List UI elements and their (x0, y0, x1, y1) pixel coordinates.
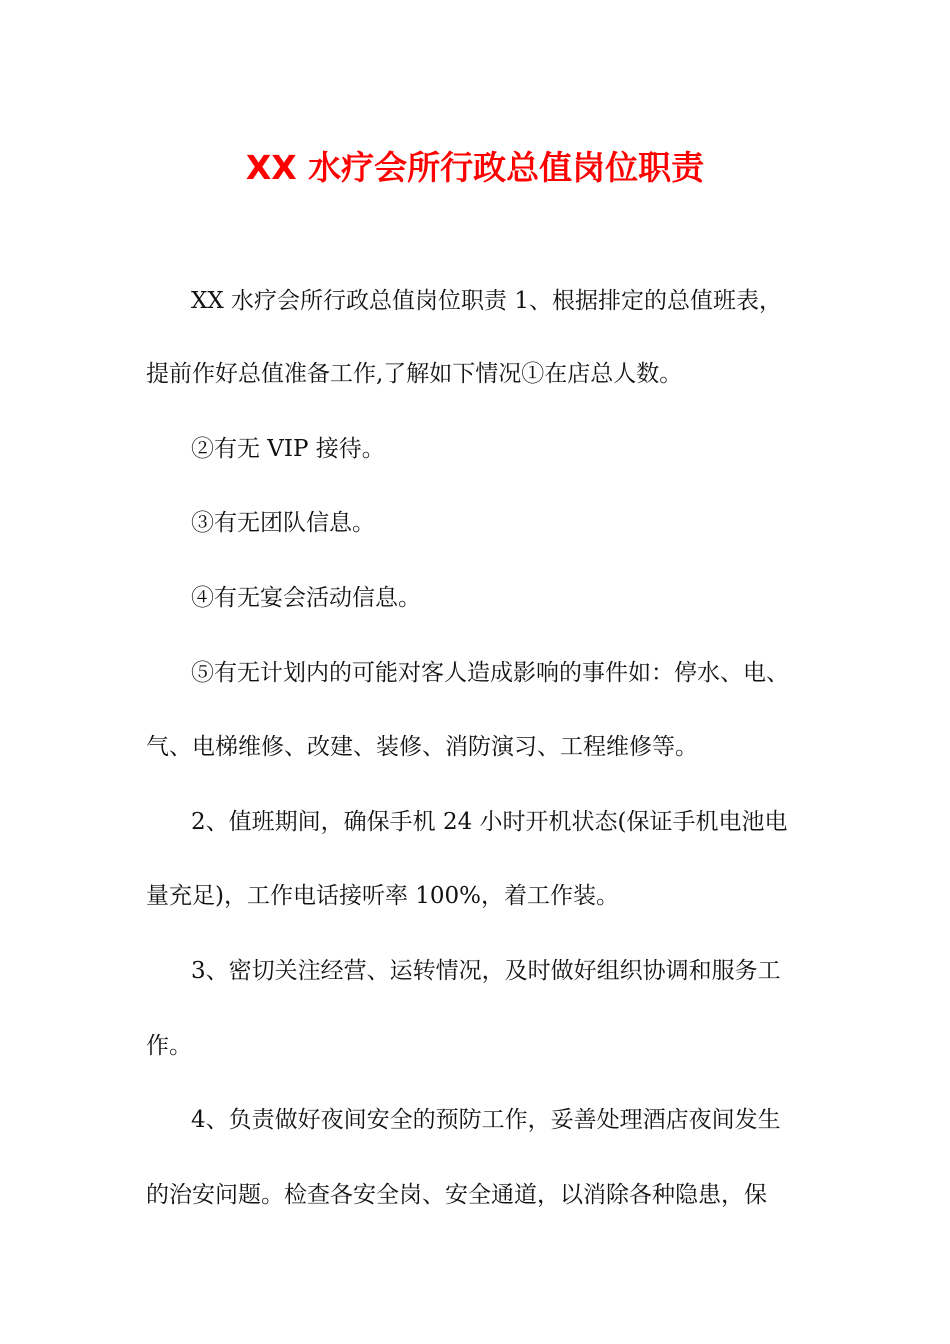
paragraph-line: 量充足)，工作电话接听率 100%，着工作装。 (146, 883, 620, 909)
paragraph-line: 3、密切关注经营、运转情况，及时做好组织协调和服务工 (191, 958, 781, 984)
paragraph-line: ⑤有无计划内的可能对客人造成影响的事件如：停水、电、 (191, 660, 789, 686)
paragraph-line: 作。 (146, 1033, 192, 1059)
paragraph-line: 的治安问题。检查各安全岗、安全通道，以消除各种隐患，保 (146, 1182, 767, 1208)
paragraph-line: 2、值班期间，确保手机 24 小时开机状态(保证手机电池电 (191, 809, 788, 835)
paragraph-line: ④有无宴会活动信息。 (191, 585, 421, 611)
paragraph-line: 4、负责做好夜间安全的预防工作，妥善处理酒店夜间发生 (191, 1107, 781, 1133)
paragraph-line: 提前作好总值准备工作,了解如下情况①在店总人数。 (146, 361, 683, 387)
paragraph-line: XX 水疗会所行政总值岗位职责 1、根据排定的总值班表， (191, 288, 783, 314)
paragraph-line: ③有无团队信息。 (191, 510, 375, 536)
document-title: XX 水疗会所行政总值岗位职责 (245, 148, 705, 187)
paragraph-line: ②有无 VIP 接待。 (191, 436, 385, 462)
paragraph-line: 气、电梯维修、改建、装修、消防演习、工程维修等。 (146, 734, 698, 760)
